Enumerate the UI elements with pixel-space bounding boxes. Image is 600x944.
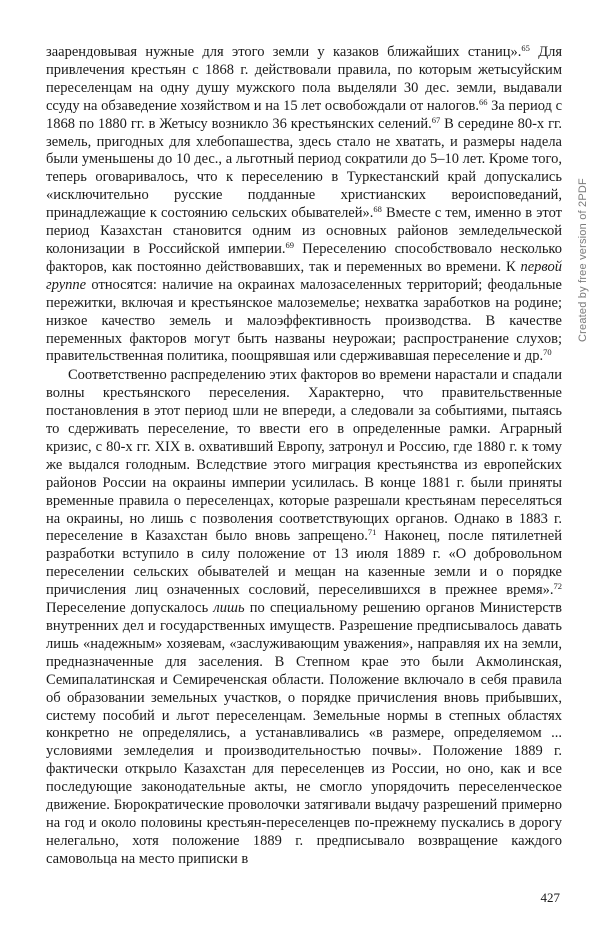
paragraph-1 <box>46 44 562 366</box>
text-run: по специальному решению органов Министерств внутренних дел и государственных имуществ. Разрешение предписывалось давать лишь «надежным» хозяевам, «заслуживающим уважения», направляя их на земли, предназначенные для заселения. В Степном крае это были Акмолинская, Семипалатинская и Семиреченская области. Положение включало в себя правила об образовании земельных участков, о порядке причисления вновь прибывших, систему пособий и льгот переселенцам. Земельные нормы в степных областях конкретно не определялись, а устанавливались «в размере, определяемом ... условиями земледелия и производительностью почвы». Положение 1889 г. фактически открыло Казахстан для переселенцев из России, но оно, как и все последующие законодательные акты, не смогло упорядочить переселенческое движение. Бюрократические проволочки затягивали выдачу разрешений примерно на год и около половины крестьян-переселенцев по-прежнему пускались в дорогу нелегально, хотя положение 1889 г. предписывало возвращение каждого самовольца на место приписки в <box>46 600 562 867</box>
text-run: Для привлечения крестьян с 1868 г. действовали правила, по которым жетысуйским переселенцам на одну душу мужского пола выделяли 30 дес. земли, выдавали ссуду на обзаведение хозяйством и на 15 лет освобождали от налогов. <box>46 44 562 114</box>
footnote-ref: 71 <box>367 527 377 538</box>
page-number: 427 <box>540 890 560 905</box>
footnote-ref: 69 <box>285 239 294 250</box>
footnote-ref: 72 <box>553 581 562 592</box>
text-run: Вместе с тем, именно в этот период Казахстан становится одним из основных районов земледельческой колонизации в Российской империи. <box>46 205 562 257</box>
emphasis-text: первой группе <box>46 258 562 293</box>
text-run: Соответственно распределению этих факторов во времени нарастали и спадали волны крестьянского переселения. Характерно, что правительственные постановления в этот период шли не впереди, а следовали за событиями, пытаясь то сдерживать переселение, то ввести его в определенные рамки. Аграрный кризис, с 80-х гг. XIX в. охвативший Европу, затронул и Россию, где 1880 г. к тому же выдался голодным. Вследствие этого миграция крестьянства из европейских районов России на окраины империи усилилась. В конце 1881 г. были приняты временные правила о переселенцах, которые разрешали крестьянам переселяться на окраины, но лишь с позволения соответствующих органов. Однако в 1883 г. переселение в Казахстан было вновь запрещено. <box>46 367 562 545</box>
page-body <box>46 44 562 869</box>
text-run: За период с 1868 по 1880 гг. в Жетысу возникло 36 крестьянских селений. <box>46 97 563 132</box>
footnote-ref: 66 <box>478 96 488 107</box>
text-run: Наконец, после пятилетней разработки вступило в силу положение от 13 июля 1889 г. «О добровольном переселении сельских обывателей и мещан на казенные земли и о порядке причисления лиц означенных сословий, переселившихся в прежнее время». <box>46 528 562 599</box>
text-run: В середине 80-х гг. земель, пригодных для хлебопашества, здесь стало не хватать, и размеры надела были уменьшены до 10 дес., а льготный период сократили до 5–10 лет. Кроме того, теперь оговаривалось, что к переселению в Туркестанский край допускались «исключительно русские подданные христианских вероисповеданий, принадлежащие к состоянию сельских обывателей». <box>46 115 562 222</box>
footnote-ref: 70 <box>543 347 552 358</box>
text-run: заарендовывая нужные для этого земли у казаков ближайших станиц». <box>46 44 522 60</box>
watermark-text: Created by free version of 2PDF <box>577 178 589 342</box>
footnote-ref: 65 <box>521 43 530 53</box>
footnote-ref: 68 <box>373 204 382 215</box>
footnote-ref: 67 <box>431 114 441 125</box>
text-run: относятся: наличие на окраинах малозаселенных территорий; феодальные пережитки, включая и крестьянское малоземелье; нехватка заработков на родине; низкое качество земель и малоэффективность производства. В качестве переменных факторов могут быть названы неурожаи; распространение слухов; правительственная политика, поощрявшая или сдерживавшая переселение и др. <box>46 276 562 365</box>
text-run: Переселение допускалось <box>46 600 214 617</box>
paragraph-2 <box>46 367 562 868</box>
emphasis-text: лишь <box>213 600 245 617</box>
text-run: Переселению способствовало несколько факторов, как постоянно действовавших, так и переменных во времени. К <box>46 240 562 275</box>
